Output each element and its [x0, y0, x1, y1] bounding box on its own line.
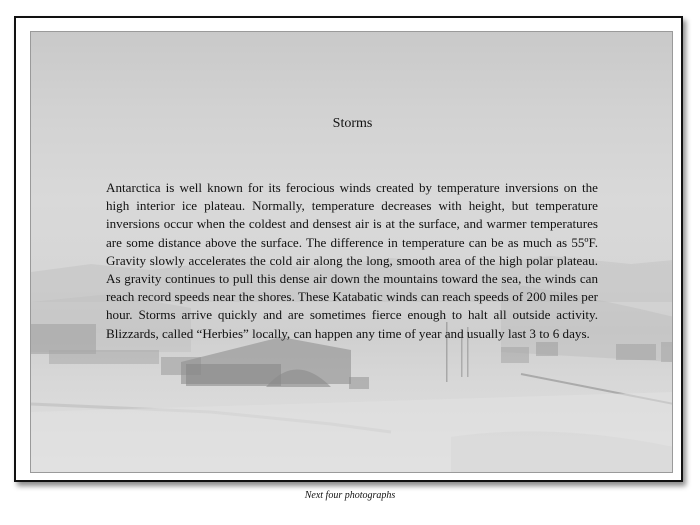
next-photographs-caption: Next four photographs	[304, 490, 396, 501]
slide-frame	[14, 16, 683, 482]
slide-body-text: Antarctica is well known for its ferocious winds created by temperature inversions on the high interior ice plateau. Normally, temperature decreases with height, but temperature inversions occur when the coldest and densest air is at the surface, and warmer temperatures are some distance above the surface. The difference in temperature can be as much as 55ºF. Gravity slowly accelerates the cold air along the long, smooth area of the high polar plateau. As gravity continues to pull this dense air down the mountains toward the sea, the winds can reach record speeds near the shores. These Katabatic winds can reach speeds of 200 miles per hour. Storms arrive quickly and are sometimes fierce enough to halt all outside activity. Blizzards, called “Herbies” locally, can happen any time of year and usually last 3 to 6 days.	[106, 180, 598, 341]
background-photo-blizzard	[30, 31, 673, 473]
slide-title: Storms	[332, 116, 373, 131]
